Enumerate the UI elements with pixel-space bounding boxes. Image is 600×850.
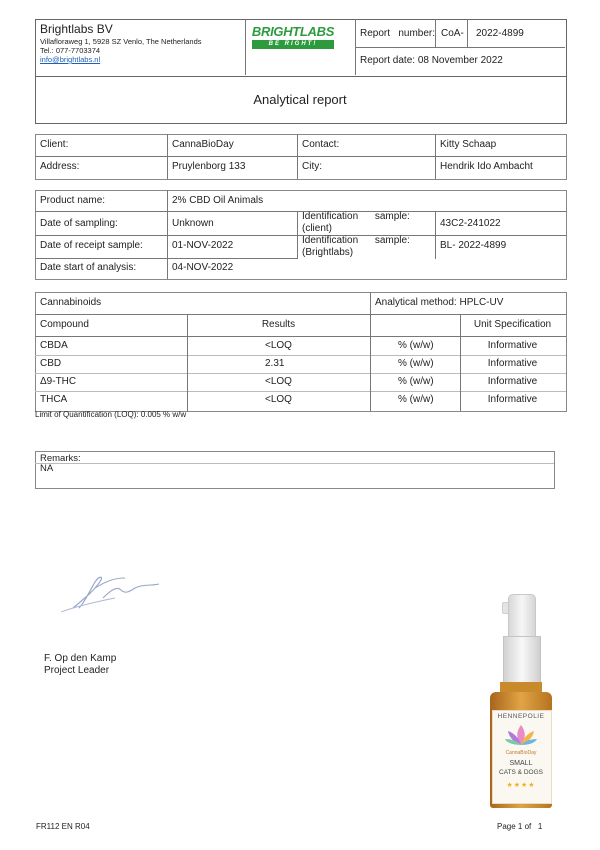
product-row-divider-1 [35,211,566,212]
client-col-3 [435,134,436,179]
company-address: Villafloraweg 1, 5928 SZ Venlo, The Netherlands [40,37,202,46]
city-value: Hendrik Ido Ambacht [440,161,533,172]
cannabinoids-label: Cannabinoids [40,297,102,308]
page-number: Page 1 of 1 [497,822,543,831]
compound-cell: THCA [40,394,68,405]
cann-divider-colhead [35,336,566,337]
spec-cell: Informative [487,340,538,351]
bottle-sub-brand: CannaBioDay [505,750,537,756]
id-lab-label-2: (Brightlabs) [302,247,354,258]
compound-header: Compound [40,319,89,330]
address-value: Pruylenborg 133 [172,161,246,172]
lotus-logo [504,723,538,747]
client-label: Client: [40,139,69,150]
header-divider-3 [435,19,436,47]
product-name-label: Product name: [40,195,106,206]
client-value: CannaBioDay [172,139,234,150]
cann-col-2 [370,292,371,411]
logo-tagline: BE RIGHT! [252,40,334,49]
compound-cell: Δ9-THC [40,376,77,387]
brightlabs-logo [250,25,336,50]
city-label: City: [302,161,322,172]
client-row-divider [35,156,566,157]
report-number-value: 2022-4899 [476,28,524,39]
remarks-box [35,451,555,489]
contact-label: Contact: [302,139,340,150]
sampling-label: Date of sampling: [40,218,118,229]
company-email-link[interactable]: info@brightlabs.nl [40,55,101,64]
receipt-value: 01-NOV-2022 [172,240,234,251]
spec-cell: Informative [487,358,538,369]
product-col-3 [435,211,436,259]
remarks-value: NA [40,463,54,474]
company-phone: Tel.: 077-7703374 [40,46,101,55]
receipt-label: Date of receipt sample: [40,240,143,251]
bottle-line-1: SMALL [509,760,533,767]
signatory-role: Project Leader [44,665,110,676]
result-cell: <LOQ [265,394,292,405]
header-divider-4 [467,19,468,47]
spec-cell: Informative [487,394,538,405]
compound-cell: CBDA [40,340,68,351]
analysis-value: 04-NOV-2022 [172,262,234,273]
bottle-line-2: CATS & DOGS [499,769,543,776]
unit-cell: % (w/w) [398,340,434,351]
spray-head [508,594,536,638]
cann-divider-row3 [35,391,566,392]
unit-cell: % (w/w) [398,394,434,405]
compound-cell: CBD [40,358,62,369]
unit-cell: % (w/w) [398,358,434,369]
unit-cell: % (w/w) [398,376,434,387]
id-lab-label-1: Identification sample: [302,235,410,246]
report-title: Analytical report [253,92,347,107]
address-label: Address: [40,161,80,172]
bottle-stars: ★★★★ [506,782,536,789]
report-date: Report date: 08 November 2022 [360,55,503,66]
product-bottle-image [478,592,562,810]
report-number-label: Report number: [360,28,436,39]
remarks-divider [35,463,554,464]
cann-divider-row1 [35,355,566,356]
product-col-1 [167,190,168,279]
analytical-method: Analytical method: HPLC-UV [375,297,504,308]
client-col-1 [167,134,168,179]
result-cell: <LOQ [265,376,292,387]
footer-code: FR112 EN R04 [36,822,90,831]
logo-wordmark: BRIGHTLABS [251,24,335,39]
product-col-2 [297,211,298,259]
results-header: Results [261,319,296,330]
cann-divider-row2 [35,373,566,374]
signature [55,568,165,618]
id-client-label-2: (client) [302,223,333,234]
loq-note: Limit of Quantification (LOQ): 0.005 % w/w [35,410,187,419]
product-row-divider-3b [167,258,298,259]
cann-divider-header [35,314,566,315]
header-row-divider [355,47,565,48]
product-row-divider-2 [35,235,566,236]
id-client-label-1: Identification sample: [302,211,410,222]
spec-cell: Informative [487,376,538,387]
result-cell: <LOQ [265,340,292,351]
id-client-value: 43C2-241022 [440,218,501,229]
id-lab-value: BL- 2022-4899 [440,240,507,251]
client-col-2 [297,134,298,179]
company-name: Brightlabs BV [40,22,113,36]
product-row-divider-3 [35,258,168,259]
spray-collar [503,636,541,684]
analysis-label: Date start of analysis: [40,262,137,273]
result-cell: 2.31 [265,358,285,369]
header-divider-1 [245,19,246,75]
signatory-name: F. Op den Kamp [44,653,117,664]
contact-value: Kitty Schaap [440,139,497,150]
unit-header: Unit Specification [473,319,552,330]
report-number-prefix: CoA- [441,28,464,39]
product-name-value: 2% CBD Oil Animals [172,195,264,206]
sampling-value: Unknown [172,218,214,229]
bottle-brand: HENNEPOLIE [497,713,545,720]
remarks-label: Remarks: [40,453,81,464]
